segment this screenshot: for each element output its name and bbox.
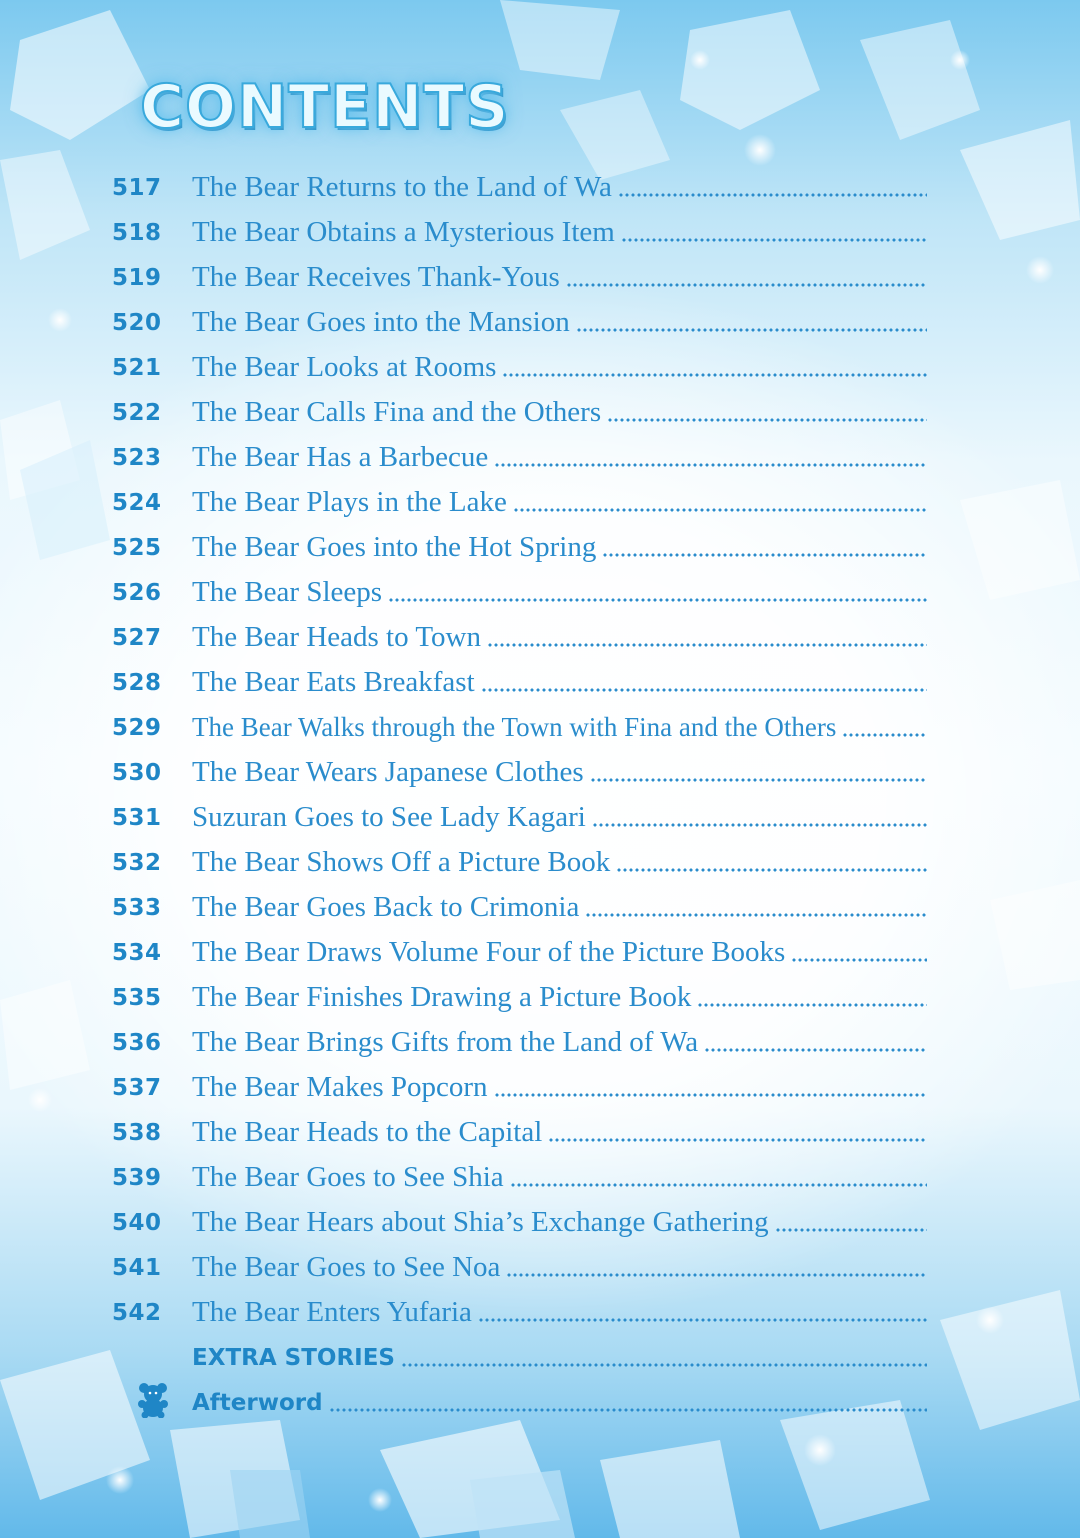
chapter-number: 522 bbox=[112, 399, 162, 426]
chapter-title: The Bear Has a Barbecue bbox=[192, 441, 489, 473]
toc-entry[interactable] bbox=[112, 795, 927, 840]
dot-leader bbox=[592, 823, 927, 827]
dot-leader bbox=[494, 1093, 927, 1097]
chapter-number: 531 bbox=[112, 804, 162, 831]
toc-entry[interactable] bbox=[112, 615, 927, 660]
chapter-number: 528 bbox=[112, 669, 162, 696]
toc-entry[interactable] bbox=[112, 930, 927, 975]
chapter-title: The Bear Calls Fina and the Others bbox=[192, 396, 602, 428]
chapter-number: 530 bbox=[112, 759, 162, 786]
toc-entry[interactable] bbox=[112, 750, 927, 795]
chapter-title: The Bear Looks at Rooms bbox=[192, 351, 497, 383]
dot-leader bbox=[775, 1228, 927, 1232]
chapter-title: The Bear Walks through the Town with Fina and the Others bbox=[192, 712, 837, 742]
dot-leader bbox=[697, 1003, 927, 1007]
chapter-number: 526 bbox=[112, 579, 162, 606]
chapter-number: 524 bbox=[112, 489, 162, 516]
dot-leader bbox=[481, 688, 927, 692]
dot-leader bbox=[618, 193, 927, 197]
dot-leader bbox=[548, 1138, 927, 1142]
toc-entry[interactable] bbox=[112, 435, 927, 480]
dot-leader bbox=[502, 373, 927, 377]
chapter-number: 527 bbox=[112, 624, 162, 651]
dot-leader bbox=[487, 643, 927, 647]
chapter-title: The Bear Goes into the Hot Spring bbox=[192, 531, 597, 563]
chapter-title: The Bear Draws Volume Four of the Picture Books bbox=[192, 936, 786, 968]
toc-entry[interactable] bbox=[112, 255, 927, 300]
chapter-number: 542 bbox=[112, 1299, 162, 1326]
toc-entry-extra-stories[interactable] bbox=[112, 1335, 927, 1380]
chapter-title: The Bear Brings Gifts from the Land of Wa bbox=[192, 1026, 699, 1058]
toc-entry[interactable] bbox=[112, 525, 927, 570]
toc-entry[interactable] bbox=[112, 660, 927, 705]
dot-leader bbox=[590, 778, 927, 782]
toc-entry[interactable] bbox=[112, 1200, 927, 1245]
toc-entry[interactable] bbox=[112, 390, 927, 435]
dot-leader bbox=[478, 1318, 927, 1322]
chapter-title: The Bear Sleeps bbox=[192, 576, 383, 608]
toc-entry[interactable] bbox=[112, 345, 927, 390]
chapter-number: 534 bbox=[112, 939, 162, 966]
chapter-number: 533 bbox=[112, 894, 162, 921]
chapter-title: The Bear Wears Japanese Clothes bbox=[192, 756, 584, 788]
extra-stories-label: EXTRA STORIES bbox=[192, 1344, 396, 1371]
toc-entry[interactable] bbox=[112, 1020, 927, 1065]
chapter-title: The Bear Goes to See Shia bbox=[192, 1161, 504, 1193]
chapter-number: 538 bbox=[112, 1119, 162, 1146]
chapter-title: The Bear Eats Breakfast bbox=[192, 666, 475, 698]
dot-leader bbox=[704, 1048, 927, 1052]
toc-entry[interactable] bbox=[112, 885, 927, 930]
page-title: CONTENTS bbox=[140, 72, 510, 142]
afterword-icon-cell bbox=[112, 1382, 192, 1424]
chapter-title: The Bear Goes to See Noa bbox=[192, 1251, 501, 1283]
toc-entry[interactable] bbox=[112, 1290, 927, 1335]
dot-leader bbox=[585, 913, 927, 917]
dot-leader bbox=[576, 328, 927, 332]
chapter-number: 519 bbox=[112, 264, 162, 291]
dot-leader bbox=[494, 463, 927, 467]
chapter-title: The Bear Plays in the Lake bbox=[192, 486, 507, 518]
dot-leader bbox=[616, 868, 927, 872]
dot-leader bbox=[602, 553, 927, 557]
chapter-title: The Bear Goes into the Mansion bbox=[192, 306, 570, 338]
dot-leader bbox=[510, 1183, 927, 1187]
chapter-title: The Bear Enters Yufaria bbox=[192, 1296, 472, 1328]
dot-leader bbox=[329, 1408, 927, 1412]
chapter-title: The Bear Heads to the Capital bbox=[192, 1116, 543, 1148]
chapter-title: The Bear Obtains a Mysterious Item bbox=[192, 216, 615, 248]
afterword-label: Afterword bbox=[192, 1389, 323, 1416]
table-of-contents bbox=[112, 165, 927, 1425]
chapter-number: 520 bbox=[112, 309, 162, 336]
toc-entry[interactable] bbox=[112, 1245, 927, 1290]
toc-entry-afterword[interactable] bbox=[112, 1380, 927, 1425]
chapter-number: 539 bbox=[112, 1164, 162, 1191]
chapter-number: 529 bbox=[112, 714, 162, 741]
chapter-number: 537 bbox=[112, 1074, 162, 1101]
chapter-title: Suzuran Goes to See Lady Kagari bbox=[192, 801, 586, 833]
dot-leader bbox=[513, 508, 927, 512]
chapter-number: 525 bbox=[112, 534, 162, 561]
bear-icon bbox=[136, 1382, 170, 1418]
toc-entry[interactable] bbox=[112, 1155, 927, 1200]
chapter-number: 523 bbox=[112, 444, 162, 471]
toc-entry[interactable] bbox=[112, 1110, 927, 1155]
toc-entry[interactable] bbox=[112, 210, 927, 255]
chapter-number: 541 bbox=[112, 1254, 162, 1281]
toc-entry[interactable] bbox=[112, 480, 927, 525]
chapter-title: The Bear Heads to Town bbox=[192, 621, 481, 653]
chapter-number: 536 bbox=[112, 1029, 162, 1056]
dot-leader bbox=[791, 958, 927, 962]
toc-entry[interactable] bbox=[112, 570, 927, 615]
chapter-title: The Bear Makes Popcorn bbox=[192, 1071, 488, 1103]
chapter-number: 532 bbox=[112, 849, 162, 876]
toc-entry[interactable] bbox=[112, 165, 927, 210]
chapter-number: 518 bbox=[112, 219, 162, 246]
toc-entry[interactable] bbox=[112, 300, 927, 345]
dot-leader bbox=[566, 283, 927, 287]
toc-entry[interactable] bbox=[112, 840, 927, 885]
chapter-number: 535 bbox=[112, 984, 162, 1011]
dot-leader bbox=[842, 733, 927, 737]
dot-leader bbox=[388, 598, 927, 602]
dot-leader bbox=[621, 238, 927, 242]
dot-leader bbox=[607, 418, 927, 422]
chapter-title: The Bear Receives Thank-Yous bbox=[192, 261, 560, 293]
chapter-title: The Bear Hears about Shia’s Exchange Gathering bbox=[192, 1206, 769, 1238]
chapter-title: The Bear Goes Back to Crimonia bbox=[192, 891, 580, 923]
toc-entry[interactable] bbox=[112, 705, 927, 750]
chapter-title: The Bear Shows Off a Picture Book bbox=[192, 846, 611, 878]
dot-leader bbox=[401, 1363, 927, 1367]
chapter-number: 517 bbox=[112, 174, 162, 201]
chapter-title: The Bear Finishes Drawing a Picture Book bbox=[192, 981, 692, 1013]
toc-entry[interactable] bbox=[112, 1065, 927, 1110]
chapter-number: 521 bbox=[112, 354, 162, 381]
toc-entry[interactable] bbox=[112, 975, 927, 1020]
chapter-title: The Bear Returns to the Land of Wa bbox=[192, 171, 612, 203]
chapter-number: 540 bbox=[112, 1209, 162, 1236]
dot-leader bbox=[506, 1273, 927, 1277]
